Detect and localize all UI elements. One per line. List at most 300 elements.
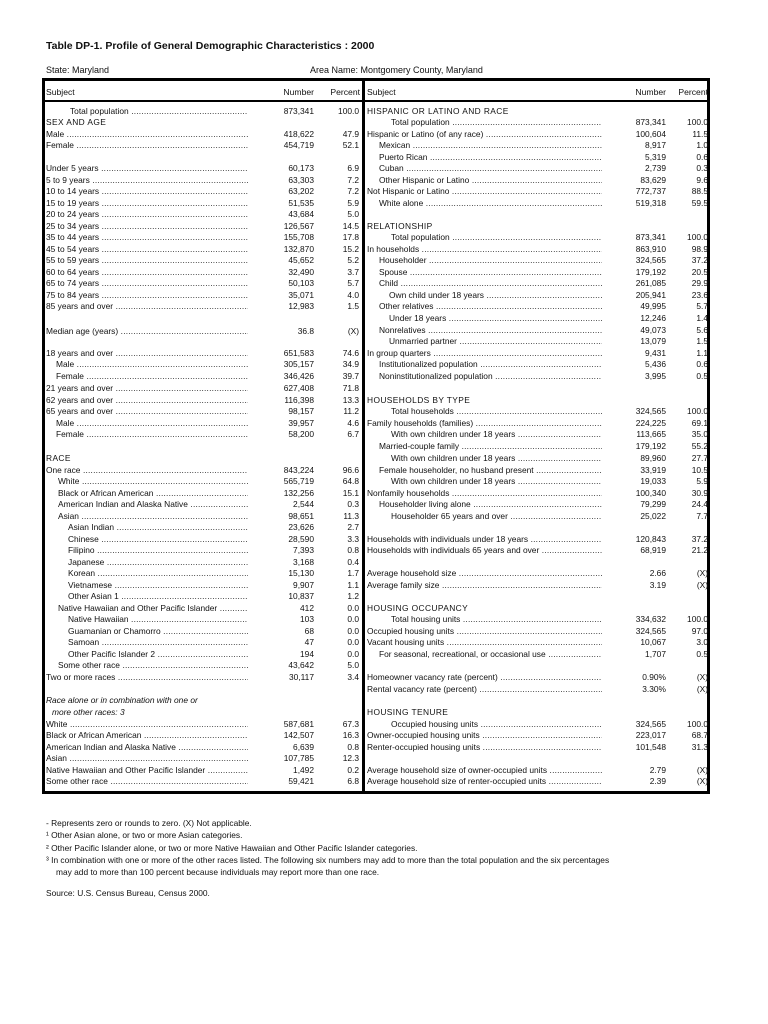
table-row (0, 707, 768, 718)
row-percent: 0.0 (347, 603, 359, 613)
row-label: Renter-occupied housing units ..... (367, 742, 602, 753)
header-rule (42, 100, 710, 102)
row-number: 33,919 (640, 465, 666, 475)
row-percent: 0.5 (696, 649, 708, 659)
row-label: Vacant housing units ..... (367, 637, 602, 648)
row-percent: 15.2 (342, 244, 359, 254)
row-number: 772,737 (635, 186, 666, 196)
row-label: Median age (years) ..... (46, 326, 248, 337)
row-number: 32,490 (288, 267, 314, 277)
row-percent: (X) (696, 672, 708, 682)
row-label: 18 years and over ..... (46, 348, 248, 359)
table-row (0, 730, 768, 741)
row-label: Asian Indian ..... (68, 522, 248, 533)
row-number: 43,642 (288, 660, 314, 670)
row-label: American Indian and Alaska Native ..... (58, 499, 248, 510)
table-row (0, 742, 768, 753)
footnote: - Represents zero or rounds to zero. (X) Not applicable. (46, 818, 252, 828)
footnote: ³ In combination with one or more of the other races listed. The following six numbers may add to more than the total population and the six percentages (46, 854, 610, 865)
row-label: Unmarried partner ..... (389, 336, 602, 347)
row-number: 418,622 (283, 129, 314, 139)
row-label: 75 to 84 years ..... (46, 290, 248, 301)
table-row (0, 660, 768, 671)
row-label: Householder 65 years and over ..... (391, 511, 602, 522)
row-label: more other races: 3 (52, 707, 125, 717)
row-percent: 34.9 (342, 359, 359, 369)
row-percent: 5.0 (347, 660, 359, 670)
row-percent: 5.9 (347, 198, 359, 208)
row-percent: 3.0 (696, 637, 708, 647)
row-percent: 6.7 (347, 429, 359, 439)
row-label: Total housing units ..... (391, 614, 602, 625)
row-label: Average household size of renter-occupied units ..... (367, 776, 602, 787)
row-percent: (X) (347, 326, 359, 336)
row-label: 20 to 24 years ..... (46, 209, 248, 220)
row-label: Householder ..... (379, 255, 602, 266)
row-number: 194 (300, 649, 314, 659)
row-label: Owner-occupied housing units ..... (367, 730, 602, 741)
row-number: 126,567 (283, 221, 314, 231)
table-row (0, 325, 768, 336)
row-label: 65 to 74 years ..... (46, 278, 248, 289)
table-row (0, 441, 768, 452)
table-row (0, 313, 768, 324)
table-row (0, 672, 768, 683)
table-row (0, 465, 768, 476)
row-number: 98,651 (288, 511, 314, 521)
row-percent: 5.7 (696, 301, 708, 311)
row-label: Total population ..... (391, 232, 602, 243)
row-percent: 69.1 (691, 418, 708, 428)
row-label: Asian ..... (46, 753, 248, 764)
row-number: 89,960 (640, 453, 666, 463)
row-percent: 4.6 (347, 418, 359, 428)
row-percent: 7.2 (347, 186, 359, 196)
row-label: 21 years and over ..... (46, 383, 248, 394)
row-percent: 100.0 (338, 106, 359, 116)
row-number: 25,022 (640, 511, 666, 521)
row-number: 120,843 (635, 534, 666, 544)
table-row (0, 209, 768, 220)
row-percent: 88.5 (691, 186, 708, 196)
row-label: 5 to 9 years ..... (46, 175, 248, 186)
footnote: ¹ Other Asian alone, or two or more Asian categories. (46, 830, 243, 841)
row-percent: 5.9 (696, 476, 708, 486)
row-percent: 4.0 (347, 290, 359, 300)
row-number: 843,224 (283, 465, 314, 475)
row-number: 9,907 (293, 580, 314, 590)
row-label: Cuban ..... (379, 163, 602, 174)
table-row (0, 383, 768, 394)
table-row (0, 301, 768, 312)
row-percent: 14.5 (342, 221, 359, 231)
row-label: White alone ..... (379, 198, 602, 209)
row-percent: 24.4 (691, 499, 708, 509)
row-number: 10,837 (288, 591, 314, 601)
row-percent: 11.5 (692, 129, 708, 139)
table-row (0, 499, 768, 510)
row-percent: 47.9 (342, 129, 359, 139)
row-label: 55 to 59 years ..... (46, 255, 248, 266)
row-number: 100,340 (635, 488, 666, 498)
row-label: Native Hawaiian and Other Pacific Islander ..... (58, 603, 248, 614)
row-number: 873,341 (635, 232, 666, 242)
row-label: 35 to 44 years ..... (46, 232, 248, 243)
row-label: Homeowner vacancy rate (percent) ..... (367, 672, 602, 683)
row-percent: 3.4 (347, 672, 359, 682)
table-row (0, 568, 768, 579)
row-percent: 3.7 (347, 267, 359, 277)
row-percent: 6.9 (347, 163, 359, 173)
table-row (0, 476, 768, 487)
row-label: Households with individuals 65 years and over ..... (367, 545, 602, 556)
row-number: 324,565 (635, 719, 666, 729)
row-label: Married-couple family ..... (379, 441, 602, 452)
row-percent: 1.2 (347, 591, 359, 601)
table-row (0, 221, 768, 232)
row-label: 60 to 64 years ..... (46, 267, 248, 278)
row-percent: 0.0 (347, 637, 359, 647)
row-label: With own children under 18 years ..... (391, 429, 602, 440)
row-label: Average family size ..... (367, 580, 602, 591)
row-percent: 7.2 (347, 175, 359, 185)
footnote: may add to more than 100 percent because individuals may report more than one race. (56, 867, 380, 878)
row-percent: 1.5 (696, 336, 708, 346)
table-row (0, 175, 768, 186)
table-row (0, 695, 768, 706)
row-label: Some other race ..... (58, 660, 248, 671)
row-number: 334,632 (635, 614, 666, 624)
row-number: 2.39 (649, 776, 666, 786)
row-label: Total households ..... (391, 406, 602, 417)
row-percent: 7.7 (696, 511, 708, 521)
row-percent: 29.9 (691, 278, 708, 288)
row-number: 47 (304, 637, 314, 647)
table-row (0, 557, 768, 568)
left-percent-header: Percent (330, 87, 360, 97)
row-percent: 0.6 (696, 152, 708, 162)
row-percent: 0.8 (347, 742, 359, 752)
row-percent: 13.3 (342, 395, 359, 405)
row-number: 2,544 (293, 499, 314, 509)
table-row (0, 106, 768, 117)
row-number: 324,565 (635, 406, 666, 416)
row-number: 224,225 (635, 418, 666, 428)
table-row (0, 395, 768, 406)
row-number: 79,299 (640, 499, 666, 509)
table-row (0, 129, 768, 140)
row-percent: 20.5 (691, 267, 708, 277)
row-percent: 3.3 (347, 534, 359, 544)
row-number: 19,033 (640, 476, 666, 486)
table-row (0, 684, 768, 695)
row-number: 45,652 (288, 255, 314, 265)
row-label: Average household size of owner-occupied units ..... (367, 765, 602, 776)
row-percent: (X) (696, 580, 708, 590)
row-number: 873,341 (635, 117, 666, 127)
row-percent: 52.1 (342, 140, 359, 150)
section-heading: HOUSING OCCUPANCY (367, 603, 469, 613)
row-label: Asian ..... (58, 511, 248, 522)
section-heading: HOUSING TENURE (367, 707, 449, 717)
row-number: 36.8 (297, 326, 314, 336)
table-row (0, 336, 768, 347)
table-row (0, 649, 768, 660)
row-percent: 1.5 (347, 301, 359, 311)
table-row (0, 232, 768, 243)
row-number: 9,431 (645, 348, 666, 358)
row-label: Spouse ..... (379, 267, 602, 278)
row-number: 519,318 (635, 198, 666, 208)
table-row (0, 637, 768, 648)
row-number: 5,319 (645, 152, 666, 162)
row-number: 10,067 (640, 637, 666, 647)
row-percent: 67.3 (342, 719, 359, 729)
row-percent: 9.6 (696, 175, 708, 185)
row-number: 142,507 (283, 730, 314, 740)
table-row (0, 186, 768, 197)
table-row (0, 429, 768, 440)
row-number: 107,785 (283, 753, 314, 763)
table-row (0, 603, 768, 614)
row-percent: 0.3 (347, 499, 359, 509)
row-percent: 1.1 (696, 348, 708, 358)
row-number: 7,393 (293, 545, 314, 555)
row-percent: 100.0 (687, 719, 708, 729)
row-label: Female householder, no husband present ..... (379, 465, 602, 476)
row-label: Black or African American ..... (46, 730, 248, 741)
row-number: 63,202 (288, 186, 314, 196)
row-number: 23,626 (288, 522, 314, 532)
footnotes (46, 817, 726, 878)
row-percent: 17.8 (342, 232, 359, 242)
row-label: Female ..... (56, 429, 248, 440)
row-percent: 1.4 (696, 313, 708, 323)
table-row (0, 359, 768, 370)
row-percent: (X) (696, 776, 708, 786)
row-label: American Indian and Alaska Native ..... (46, 742, 248, 753)
row-percent: 15.1 (342, 488, 359, 498)
row-number: 12,983 (288, 301, 314, 311)
row-label: Under 18 years ..... (389, 313, 602, 324)
row-label: Householder living alone ..... (379, 499, 602, 510)
table-row (0, 418, 768, 429)
row-number: 30,117 (289, 672, 314, 682)
row-percent: 97.0 (691, 626, 708, 636)
table-row (0, 719, 768, 730)
table-row (0, 152, 768, 163)
table-row (0, 290, 768, 301)
row-label: Male ..... (56, 359, 248, 370)
row-number: 98,157 (288, 406, 314, 416)
area-label: Area Name: Montgomery County, Maryland (310, 65, 483, 75)
row-label: Mexican ..... (379, 140, 602, 151)
table-row (0, 776, 768, 787)
table-row (0, 765, 768, 776)
row-label: Black or African American ..... (58, 488, 248, 499)
section-heading: RELATIONSHIP (367, 221, 433, 231)
row-label: One race ..... (46, 465, 248, 476)
row-percent: 100.0 (687, 614, 708, 624)
row-label: For seasonal, recreational, or occasional use ..... (379, 649, 602, 660)
row-number: 101,548 (635, 742, 666, 752)
row-label: Not Hispanic or Latino ..... (367, 186, 602, 197)
row-number: 1,707 (645, 649, 666, 659)
row-number: 205,941 (635, 290, 666, 300)
right-percent-header: Percent (678, 87, 708, 97)
table-row (0, 534, 768, 545)
row-percent: 100.0 (687, 406, 708, 416)
section-heading: HOUSEHOLDS BY TYPE (367, 395, 471, 405)
left-subject-header: Subject (46, 87, 75, 97)
section-heading: HISPANIC OR LATINO AND RACE (367, 106, 509, 116)
row-label: Male ..... (56, 418, 248, 429)
row-percent: 98.9 (691, 244, 708, 254)
row-percent: 0.0 (347, 626, 359, 636)
row-percent: 74.6 (342, 348, 359, 358)
section-heading: SEX AND AGE (46, 117, 107, 127)
table-row (0, 117, 768, 128)
left-number-header: Number (283, 87, 314, 97)
row-number: 132,870 (283, 244, 314, 254)
row-label: Japanese ..... (68, 557, 248, 568)
row-percent: 64.8 (342, 476, 359, 486)
row-label: Total population ..... (70, 106, 248, 117)
row-number: 132,256 (283, 488, 314, 498)
row-number: 116,398 (284, 395, 314, 405)
row-label: Other Hispanic or Latino ..... (379, 175, 602, 186)
row-label: Under 5 years ..... (46, 163, 248, 174)
table-row (0, 163, 768, 174)
row-label: Average household size ..... (367, 568, 602, 579)
row-number: 35,071 (288, 290, 314, 300)
table-row (0, 511, 768, 522)
row-label: 62 years and over ..... (46, 395, 248, 406)
table-row (0, 406, 768, 417)
row-percent: 27.7 (691, 453, 708, 463)
row-percent: 0.6 (696, 359, 708, 369)
row-percent: 16.3 (342, 730, 359, 740)
row-label: Other relatives ..... (379, 301, 602, 312)
row-label: Hispanic or Latino (of any race) ..... (367, 129, 602, 140)
row-number: 68,919 (640, 545, 666, 555)
row-number: 68 (304, 626, 314, 636)
row-percent: 5.7 (347, 278, 359, 288)
row-label: 15 to 19 years ..... (46, 198, 248, 209)
row-number: 863,910 (635, 244, 666, 254)
row-label: Other Pacific Islander 2 ..... (68, 649, 248, 660)
row-percent: 2.7 (347, 522, 359, 532)
row-percent: 100.0 (687, 117, 708, 127)
row-label: Korean ..... (68, 568, 248, 579)
table-row (0, 591, 768, 602)
row-percent: 37.2 (691, 255, 708, 265)
row-percent: 1.1 (347, 580, 359, 590)
row-number: 155,708 (283, 232, 314, 242)
table-row (0, 267, 768, 278)
table-title: Table DP-1. Profile of General Demographic Characteristics : 2000 (46, 40, 375, 52)
row-number: 5,436 (645, 359, 666, 369)
row-number: 651,583 (283, 348, 314, 358)
row-percent: 5.0 (347, 209, 359, 219)
row-percent: 0.0 (347, 614, 359, 624)
row-label: Filipino ..... (68, 545, 248, 556)
row-percent: 35.0 (691, 429, 708, 439)
row-label: In group quarters ..... (367, 348, 602, 359)
table-row (0, 198, 768, 209)
row-percent: 0.0 (347, 649, 359, 659)
row-percent: 31.3 (691, 742, 708, 752)
row-percent: 11.2 (343, 406, 359, 416)
row-label: Guamanian or Chamorro ..... (68, 626, 248, 637)
table-row (0, 278, 768, 289)
row-number: 39,957 (288, 418, 314, 428)
row-percent: 0.2 (347, 765, 359, 775)
row-label: Nonrelatives ..... (379, 325, 602, 336)
table-row (0, 140, 768, 151)
row-number: 2,739 (645, 163, 666, 173)
source-note: Source: U.S. Census Bureau, Census 2000. (46, 888, 210, 898)
row-number: 43,684 (288, 209, 314, 219)
row-label: Family households (families) ..... (367, 418, 602, 429)
row-percent: 100.0 (687, 232, 708, 242)
row-label: White ..... (46, 719, 248, 730)
row-label: In households ..... (367, 244, 602, 255)
row-label: Institutionalized population ..... (379, 359, 602, 370)
row-percent: 5.2 (347, 255, 359, 265)
footnote: ² Other Pacific Islander alone, or two or more Native Hawaiian and Other Pacific Islander categories. (46, 842, 418, 853)
row-percent: (X) (696, 684, 708, 694)
row-number: 587,681 (283, 719, 314, 729)
row-percent: 6.8 (347, 776, 359, 786)
row-label: Two or more races ..... (46, 672, 248, 683)
row-percent: 71.8 (342, 383, 359, 393)
row-percent: 96.6 (342, 465, 359, 475)
right-number-header: Number (635, 87, 666, 97)
table-row (0, 453, 768, 464)
row-percent: 68.7 (691, 730, 708, 740)
row-number: 305,157 (283, 359, 314, 369)
row-number: 179,192 (635, 441, 666, 451)
row-number: 12,246 (640, 313, 666, 323)
row-percent: 59.5 (691, 198, 708, 208)
row-label: 85 years and over ..... (46, 301, 248, 312)
table-row (0, 488, 768, 499)
table-row (0, 522, 768, 533)
row-label: Households with individuals under 18 years ..... (367, 534, 602, 545)
row-number: 63,303 (288, 175, 314, 185)
row-number: 51,535 (288, 198, 314, 208)
row-label: Chinese ..... (68, 534, 248, 545)
row-percent: 11.3 (343, 511, 359, 521)
row-number: 873,341 (283, 106, 314, 116)
row-percent: 0.5 (696, 371, 708, 381)
section-heading: RACE (46, 453, 71, 463)
row-number: 627,408 (283, 383, 314, 393)
state-label: State: Maryland (46, 65, 110, 75)
row-label: 45 to 54 years ..... (46, 244, 248, 255)
row-number: 103 (300, 614, 314, 624)
row-number: 3.19 (649, 580, 666, 590)
row-number: 3,995 (645, 371, 666, 381)
row-label: Race alone or in combination with one or (46, 695, 198, 705)
row-percent: 0.4 (347, 557, 359, 567)
row-number: 59,421 (288, 776, 314, 786)
row-label: Occupied housing units ..... (391, 719, 602, 730)
row-label: Noninstitutionalized population ..... (379, 371, 602, 382)
row-number: 2.66 (649, 568, 666, 578)
row-number: 28,590 (288, 534, 314, 544)
